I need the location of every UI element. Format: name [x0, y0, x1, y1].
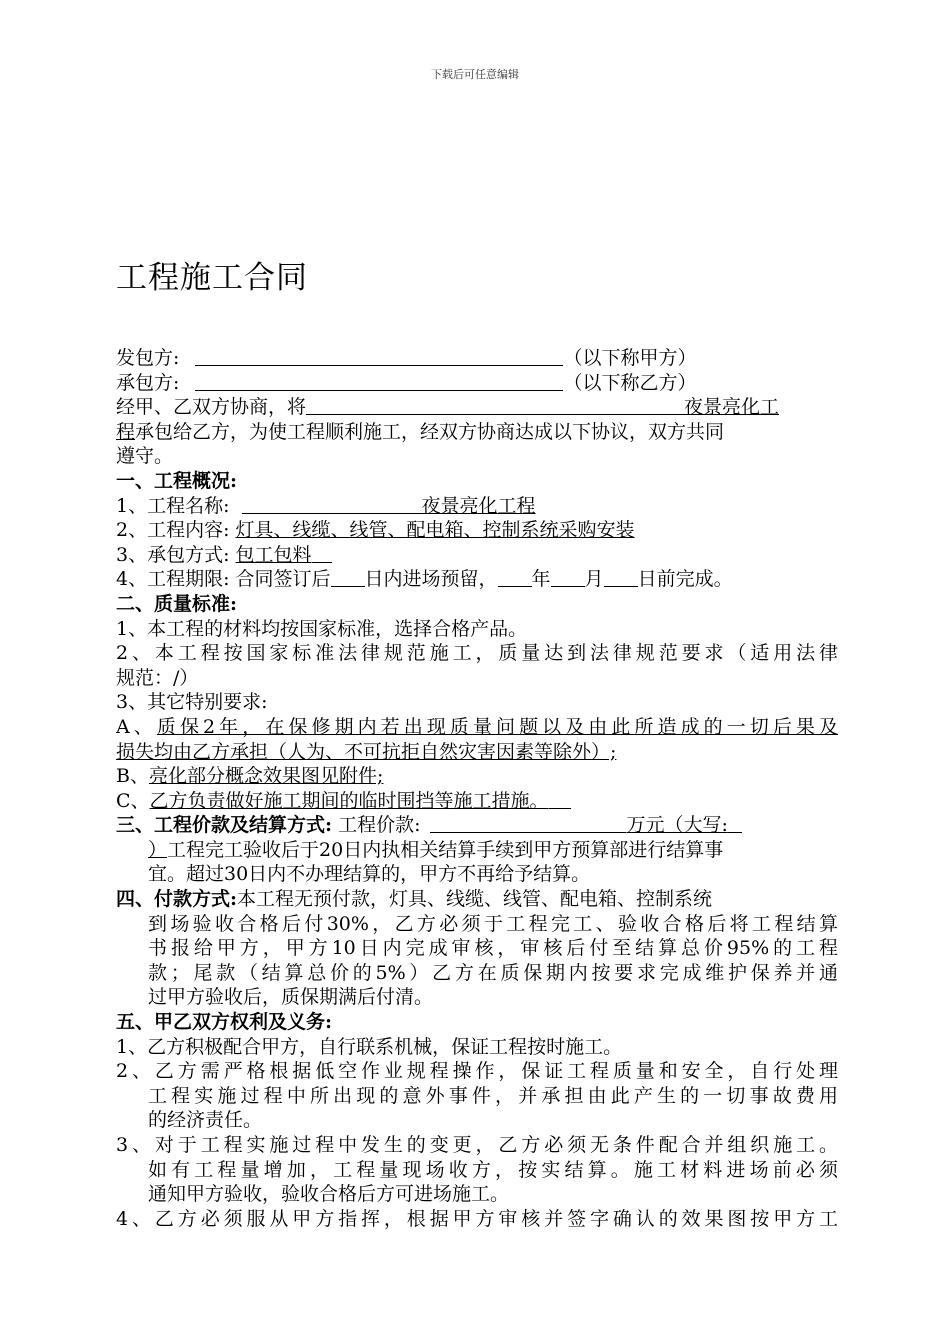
intro-project-blank [306, 396, 684, 415]
contract-method-line [116, 543, 838, 568]
special-b-prefix: B、 [116, 765, 149, 788]
period-part-b: 日内进场预留， [364, 568, 498, 591]
special-c-prefix: C、 [116, 789, 150, 812]
party-b-line [116, 371, 838, 396]
obligation-2-line-2: 工程实施过程中所出现的意外事件，并承担由此产生的一切事故费用 [148, 1084, 838, 1107]
section-3-line-1 [116, 813, 838, 838]
document-title: 工程施工合同 [116, 260, 308, 296]
special-a-line-1 [116, 715, 838, 740]
party-a-blank [195, 347, 563, 366]
special-a-prefix: A、 [116, 715, 157, 738]
payment-text-1: 本工程无预付款，灯具、线缆、线管、配电箱、控制系统 [237, 888, 713, 911]
special-a-line-2: 损失均由乙方承担（人为、不可抗拒自然灾害因素等除外）; [116, 740, 617, 763]
intro-project-name-end: 夜景亮化工 [684, 396, 780, 419]
party-b-suffix: （以下称乙方） [563, 371, 697, 394]
price-label: 工程价款: [338, 814, 421, 837]
section-3-heading: 三、工程价款及结算方式: [116, 814, 333, 837]
obligation-4-line-1: 4、乙方必须服从甲方指挥，根据甲方审核并签字确认的效果图按甲方工 [116, 1207, 838, 1230]
intro-line-1 [116, 395, 838, 420]
obligation-1: 1、乙方积极配合甲方，自行联系机械，保证工程按时施工。 [116, 1035, 623, 1058]
period-month-label: 月 [584, 568, 604, 591]
price-close-paren: ） [148, 838, 168, 861]
settlement-text: 工程完工验收后于20日内执相关结算手续到甲方预算部进行结算事 [167, 838, 724, 861]
price-unit: 万元（大写: [626, 814, 728, 837]
section-3-line-2 [116, 838, 838, 863]
party-a-line [116, 346, 838, 371]
section-4-heading: 四、付款方式: [116, 888, 238, 911]
special-c-blank [549, 790, 571, 809]
project-name-line [116, 494, 838, 519]
obligation-2-line-1: 2、乙方需严格根据低空作业规程操作，保证工程质量和安全，自行处理 [116, 1060, 838, 1083]
project-name-label: 1、工程名称: [116, 494, 230, 517]
special-b-line [116, 764, 838, 789]
obligation-3-line-3: 通知甲方验收，验收合格后方可进场施工。 [148, 1183, 510, 1206]
section-4-line-4: 款；尾款（结算总价的5%）乙方在质保期内按要求完成维护保养并通 [148, 961, 838, 984]
project-name-blank [242, 495, 422, 514]
project-period-label: 4、工程期限: [116, 568, 230, 591]
header-note: 下载后可任意编辑 [431, 68, 519, 81]
section-2-heading: 二、质量标准: [116, 592, 238, 615]
special-b-text: 亮化部分概念效果图见附件; [148, 765, 384, 788]
project-period-line [116, 567, 838, 592]
period-days-blank [331, 568, 365, 587]
obligation-3-line-2: 如有工程量增加，工程量现场收方，按实结算。施工材料进场前必须 [148, 1158, 838, 1181]
project-content-line [116, 518, 838, 543]
party-a-label: 发包方: [116, 347, 180, 369]
party-a-suffix: （以下称甲方） [563, 347, 697, 369]
intro-project-name-tail: 程 [116, 420, 136, 443]
party-b-label: 承包方: [116, 371, 180, 394]
quality-item-2-line-2: 规范：/） [116, 666, 199, 689]
contract-method-value: 包工包料 [235, 543, 312, 566]
special-a-text-1: 质保2年，在保修期内若出现质量问题以及由此所造成的一切后果及 [156, 715, 838, 738]
period-year-blank [498, 568, 532, 587]
contract-body [116, 346, 838, 1231]
contract-method-blank [312, 544, 332, 563]
period-day-label: 日前完成。 [637, 568, 733, 591]
intro-rest: 承包给乙方，为使工程顺利施工，经双方协商达成以下协议，双方共同 [135, 420, 725, 443]
period-month-blank [551, 568, 585, 587]
special-c-line [116, 789, 838, 814]
section-1-heading: 一、工程概况: [116, 469, 238, 492]
special-c-text: 乙方负责做好施工期间的临时围挡等施工措施。 [149, 789, 549, 812]
project-content-label: 2、工程内容: [116, 519, 230, 542]
intro-line-3: 遵守。 [116, 445, 174, 468]
quality-item-1: 1、本工程的材料均按国家标准，选择合格产品。 [116, 617, 528, 640]
section-4-line-2: 到场验收合格后付30%，乙方必须于工程完工、验收合格后将工程结算 [148, 912, 838, 935]
section-3-line-3: 宜。超过30日内不办理结算的，甲方不再给予结算。 [148, 863, 591, 886]
intro-prefix: 经甲、乙双方协商，将 [116, 396, 307, 419]
quality-item-2-line-1: 2、本工程按国家标准法律规范施工，质量达到法律规范要求（适用法律 [116, 642, 838, 665]
intro-line-2 [116, 420, 838, 445]
quality-item-3: 3、其它特别要求: [116, 691, 268, 714]
section-4-line-5: 过甲方验收后，质保期满后付清。 [148, 986, 434, 1009]
section-5-heading: 五、甲乙双方权利及义务: [116, 1011, 333, 1034]
section-4-line-3: 书报给甲方，甲方10日内完成审核，审核后付至结算总价95%的工程 [148, 937, 838, 960]
period-day-blank [604, 568, 638, 587]
obligation-2-line-3: 的经济责任。 [148, 1109, 263, 1132]
price-blank [430, 814, 626, 833]
period-year-label: 年 [531, 568, 551, 591]
contract-method-label: 3、承包方式: [116, 543, 230, 566]
price-uppercase-blank [728, 814, 742, 833]
period-part-a: 合同签订后 [235, 568, 331, 591]
section-4-line-1 [116, 887, 838, 912]
project-name-value: 夜景亮化工程 [421, 494, 536, 517]
project-content-value: 灯具、线缆、线管、配电箱、控制系统采购安装 [235, 519, 635, 542]
party-b-blank [195, 372, 563, 391]
obligation-3-line-1: 3、对于工程实施过程中发生的变更，乙方必须无条件配合并组织施工。 [116, 1134, 838, 1156]
